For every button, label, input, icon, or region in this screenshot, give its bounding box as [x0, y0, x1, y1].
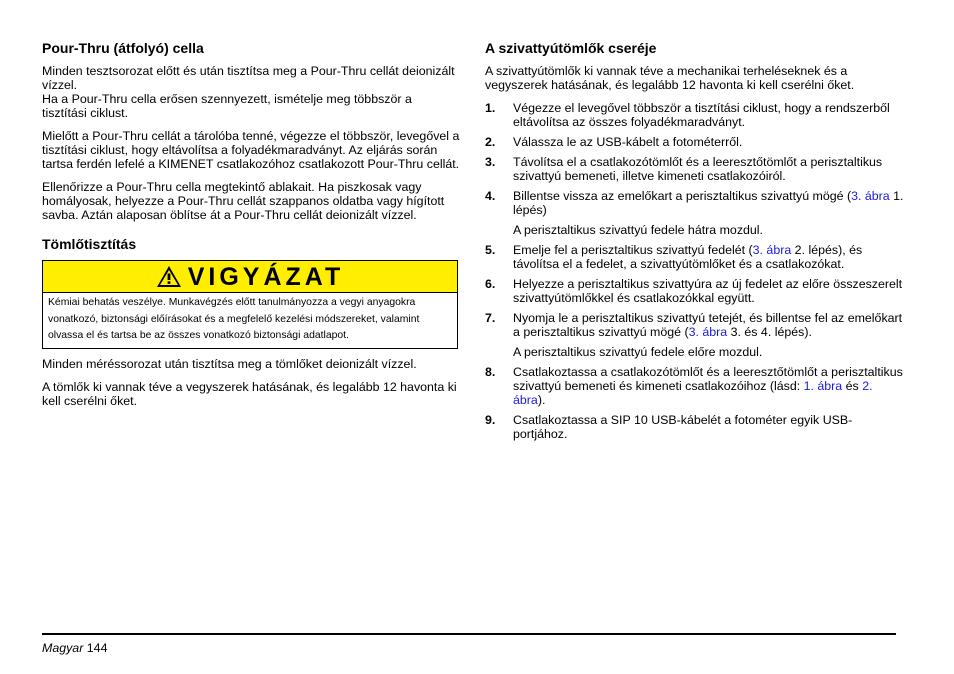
step-text-part: 1. lépés) [513, 189, 904, 217]
step-text-part: 2. lépés), és távolítsa el a fedelet, a szivattyútömlőket és a csatlakozókat. [513, 243, 863, 271]
paragraph [42, 92, 460, 120]
caution-box [42, 260, 458, 349]
figure-link[interactable]: 1. ábra [803, 379, 843, 393]
paragraph: A tömlők ki vannak téve a vegyszerek hatásának, és legalább 12 havonta ki kell cserélni őket. [42, 379, 457, 408]
paragraph [42, 64, 460, 92]
step-text-part: 3. és 4. lépés). [727, 325, 812, 339]
step-text [513, 189, 905, 217]
figure-link[interactable]: 3. ábra [688, 325, 728, 339]
step-text [513, 311, 905, 339]
step-number: 6. [485, 277, 496, 291]
step-result: A perisztaltikus szivattyú fedele előre mozdul. [513, 345, 763, 359]
paragraph: Minden méréssorozat után tisztítsa meg a tömlőket deionizált vízzel. [42, 356, 417, 371]
paragraph: Ellenőrizze a Pour-Thru cella megtekintő ablakait. Ha piszkosak vagy homályosak, helyezze a Pour-Thru cellát szappanos oldatba vagy hígított savba. Aztán alaposan öblítse át a Pour-Thru cellát deionizált vízzel. [42, 180, 445, 222]
caution-text: Kémiai behatás veszélye. Munkavégzés előtt tanulmányozza a vegyi anyagokra vonatkozó, biztonsági előírásokat és a megfelelő kezelési módszereket, valamint olvassa el és tartsa be az összes vonatkozó biztonsági adatlapot. [48, 297, 420, 341]
footer-language: Magyar [42, 641, 84, 655]
caution-title: VIGYÁZAT [187, 262, 345, 291]
footer-divider [42, 633, 896, 635]
list-item [485, 413, 905, 441]
step-text-part: Emelje fel a perisztaltikus szivattyú fedelét ( [513, 243, 753, 257]
step-text-part: Csatlakoztassa a csatlakozótömlőt és a leeresztőtömlőt a perisztaltikus szivattyú bemeneti és kimeneti csatlakozóihoz (lásd: [513, 365, 903, 393]
step-number: 4. [485, 189, 496, 203]
steps-list [485, 101, 905, 441]
step-text: Csatlakoztassa a SIP 10 USB-kábelét a fotométer egyik USB-portjához. [513, 413, 853, 441]
step-text-part: Nyomja le a perisztaltikus szivattyú tetejét, és billentse fel az emelőkart a perisztaltikus szivattyú mögé ( [513, 311, 903, 339]
step-number: 3. [485, 155, 496, 169]
caution-header [43, 261, 457, 293]
page-footer [42, 641, 107, 655]
paragraph-text: Minden tesztsorozat előtt és után tisztítsa meg a Pour-Thru cellát deionizált vízzel. [42, 64, 455, 92]
section-heading-tube-cleaning: Tömlőtisztítás [42, 236, 137, 252]
list-item [485, 155, 905, 183]
list-item [485, 243, 905, 271]
warning-triangle-icon [156, 265, 182, 288]
step-number: 1. [485, 101, 496, 115]
list-item [485, 135, 905, 149]
step-number: 7. [485, 311, 496, 325]
list-item [485, 365, 905, 407]
left-column [42, 40, 460, 417]
step-text: Végezze el levegővel többször a tisztítási ciklust, hogy a rendszerből eltávolítsa az összes folyadékmaradványt. [513, 101, 890, 129]
list-item [485, 311, 905, 359]
figure-link[interactable]: 3. ábra [752, 243, 792, 257]
section-heading-pump-tubes: A szivattyútömlők cseréje [485, 40, 657, 56]
step-number: 8. [485, 365, 496, 379]
step-text: Távolítsa el a csatlakozótömlőt és a leeresztőtömlőt a perisztaltikus szivattyú bemeneti, illetve kimeneti csatlakozóiról. [513, 155, 883, 183]
paragraph-text: Ha a Pour-Thru cella erősen szennyezett, ismételje meg többször a tisztítási ciklust. [42, 92, 412, 120]
list-item [485, 101, 905, 129]
section-heading-pour-thru: Pour-Thru (átfolyó) cella [42, 40, 204, 56]
step-number: 9. [485, 413, 496, 427]
list-item [485, 189, 905, 237]
figure-link[interactable]: 3. ábra [851, 189, 890, 203]
step-text: Válassza le az USB-kábelt a fotométerről. [513, 135, 743, 149]
figure-link[interactable]: 2. ábra [513, 379, 873, 407]
step-text-part: és [842, 379, 863, 393]
step-number: 5. [485, 243, 496, 257]
right-column [485, 40, 905, 447]
list-item [485, 277, 905, 305]
step-number: 2. [485, 135, 496, 149]
step-text-part: ). [537, 393, 546, 407]
intro-paragraph: A szivattyútömlők ki vannak téve a mechanikai terheléseknek és a vegyszerek hatásának, és legalább 12 havonta ki kell cserélni őket. [485, 64, 855, 92]
step-text-part: Billentse vissza az emelőkart a perisztaltikus szivattyú mögé ( [513, 189, 852, 203]
paragraph: Mielőtt a Pour-Thru cellát a tárolóba tenné, végezze el többször, levegővel a tisztítási ciklust, hogy eltávolítsa a folyadékmaradványt. Az eljárás során tartsa ferdén lefelé a KIMENET csatlakozóhoz csatlakozott Pour-Thru cellát. [42, 129, 460, 171]
page-number: 144 [86, 641, 108, 655]
step-text: Helyezze a perisztaltikus szivattyúra az új fedelet az előre összeszerelt szivattyútömlőkkel és csatlakozókkal együtt. [513, 277, 903, 305]
step-result: A perisztaltikus szivattyú fedele hátra mozdul. [513, 223, 763, 237]
